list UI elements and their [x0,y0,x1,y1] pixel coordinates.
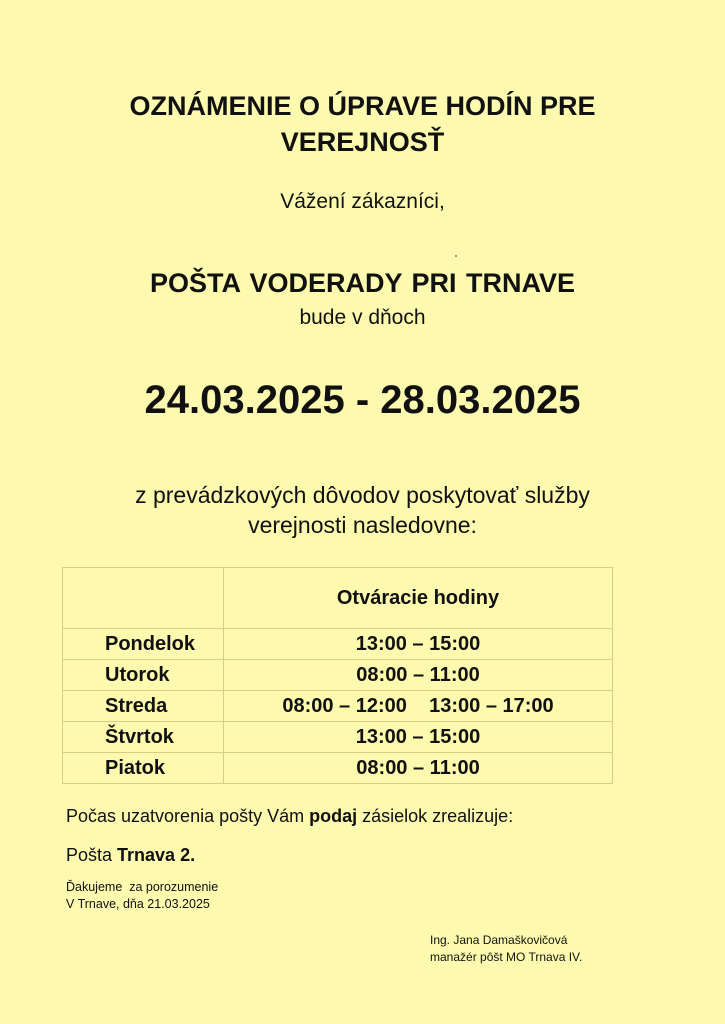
reason-line-1: z prevádzkových dôvodov poskytovať služby [135,482,590,508]
closure-note-start: Počas uzatvorenia pošty Vám [66,806,310,826]
speck [455,255,457,257]
thanks-text: Ďakujeme za porozumenie [66,880,219,894]
hours-cell: 13:00 – 15:00 [224,629,613,660]
alternative-office [66,845,195,866]
hours-cell: 08:00 – 11:00 [224,753,613,784]
header-cell: Otváracie hodiny [224,568,613,629]
table-header-row [63,568,613,629]
signature-role: manažér pôšt MO Trnava IV. [430,950,583,964]
signature-block [430,932,582,966]
closure-note-end: zásielok zrealizuje: [357,806,514,826]
place-date: V Trnave, dňa 21.03.2025 [66,897,210,911]
day-cell: Streda [63,691,224,722]
table-row [63,753,613,784]
title-line-2: VEREJNOSŤ [280,127,445,157]
table-row [63,691,613,722]
reason-text [0,480,725,540]
table-row [63,629,613,660]
day-cell: Štvrtok [63,722,224,753]
day-cell: Pondelok [63,629,224,660]
opening-hours-table [62,567,613,784]
signature-name: Ing. Jana Damaškovičová [430,933,568,947]
closure-note [66,806,513,827]
hours-cell: 13:00 – 15:00 [224,722,613,753]
table-row [63,660,613,691]
closing-block [66,879,218,913]
hours-cell: 08:00 – 12:00 13:00 – 17:00 [224,691,613,722]
date-range: 24.03.2025 - 28.03.2025 [144,378,581,422]
greeting: Vážení zákazníci, [280,190,445,213]
alternative-office-prefix: Pošta [66,845,118,865]
table-row [63,722,613,753]
reason-line-2: verejnosti nasledovne: [248,512,477,538]
day-cell: Piatok [63,753,224,784]
header-empty-cell [63,568,224,629]
closure-note-bold: podaj [309,806,358,826]
day-cell: Utorok [63,660,224,691]
alternative-office-name: Trnava 2. [117,845,196,865]
title-line-1: OZNÁMENIE O ÚPRAVE HODÍN PRE [129,91,596,121]
post-office-name: POŠTA VODERADY PRI TRNAVE [149,268,576,298]
notice-title [0,88,725,160]
subtitle: bude v dňoch [299,306,426,329]
hours-cell: 08:00 – 11:00 [224,660,613,691]
